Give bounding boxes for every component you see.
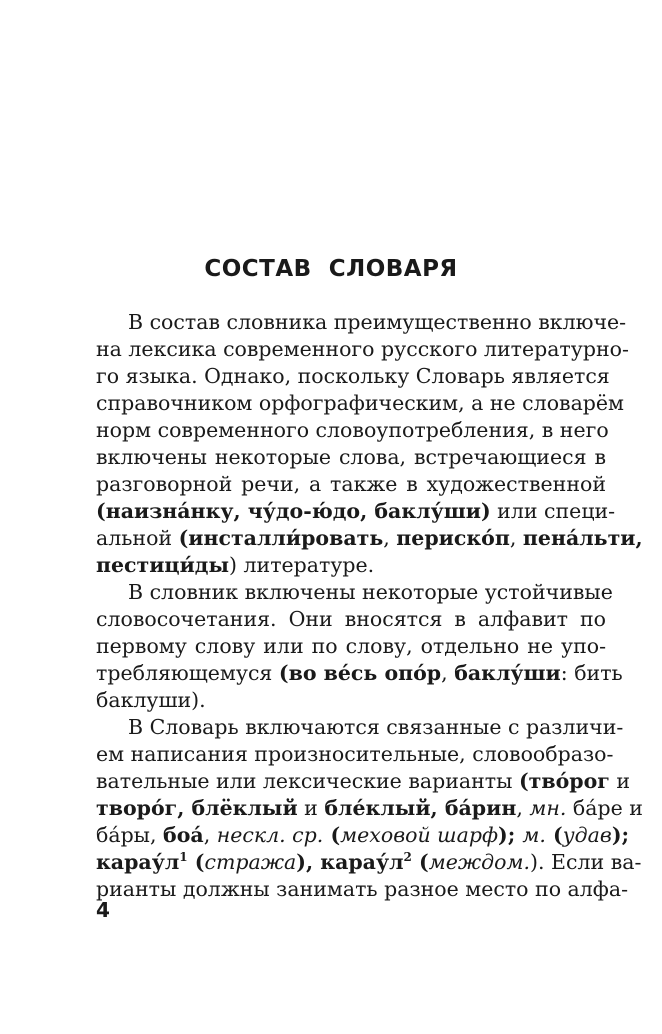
italic-gloss: стража: [204, 850, 297, 874]
text-run: );: [611, 823, 630, 847]
paragraph-3-line-5: [96, 822, 630, 848]
text-run: );: [498, 823, 523, 847]
bold-example: баклу́ши: [454, 661, 561, 685]
paragraph-2-line-5: баклуши).: [96, 688, 206, 712]
text-run: ба́ре и: [566, 796, 643, 820]
text-run: ,: [509, 526, 523, 550]
paragraph-3-line-6: [96, 849, 642, 875]
text-run: ,: [441, 661, 455, 685]
text-run: ) литературе.: [229, 553, 375, 577]
paragraph-3-line-3: [96, 768, 631, 794]
paragraph-1-line-3: го языка. Однако, поскольку Словарь является: [96, 364, 610, 388]
text-run: ),: [296, 850, 321, 874]
paragraph-2-line-3: первому слову или по слову, отдельно не упо-: [96, 634, 606, 658]
text-run: ,: [635, 526, 643, 550]
italic-abbrev: мн.: [529, 796, 567, 820]
text-run: (: [187, 850, 205, 874]
paragraph-1-line-10: [96, 552, 606, 578]
paragraph-1-line-7: разговорной речи, а также в художественной: [96, 472, 606, 496]
text-run: требляющемуся: [96, 661, 279, 685]
italic-abbrev: нескл. ср.: [216, 823, 324, 847]
italic-abbrev: междом.: [428, 850, 531, 874]
italic-abbrev: м.: [522, 823, 546, 847]
section-heading: СОСТАВ СЛОВАРЯ: [204, 256, 458, 282]
bold-examples-1: (наизна́нку, чу́до-ю́до, баклу́ши): [96, 499, 491, 523]
bold-example: карау́л: [320, 850, 404, 874]
text-run: ,: [516, 796, 530, 820]
text-run: (: [411, 850, 429, 874]
paragraph-1-line-6: включены некоторые слова, встречающиеся в: [96, 445, 606, 469]
paragraph-1-line-5: норм современного словоупотребления, в него: [96, 418, 609, 442]
bold-example: (во ве́сь опо́р: [278, 661, 442, 685]
paragraph-1-line-9: [96, 525, 643, 551]
bold-example: (инсталли́ровать: [178, 526, 384, 550]
bold-example: боа́: [163, 823, 204, 847]
bold-example: карау́л: [96, 850, 180, 874]
text-run: или специ-: [490, 499, 616, 523]
paragraph-1-line-2: на лексика современного русского литературно-: [96, 337, 629, 361]
text-run: и: [609, 769, 631, 793]
page-number: 4: [96, 898, 110, 922]
text-run: (: [545, 823, 563, 847]
paragraph-1-line-8: [96, 498, 616, 524]
paragraph-1-line-1: В состав словника преимущественно включе-: [128, 310, 627, 334]
paragraph-3-line-4: [96, 795, 643, 821]
text-run: ). Если ва-: [530, 850, 642, 874]
text-run: вательные или лексические варианты: [96, 769, 519, 793]
text-run: (: [323, 823, 341, 847]
bold-example: пестици́ды: [96, 553, 229, 577]
text-run: и: [297, 796, 325, 820]
paragraph-2-line-4: [96, 660, 623, 686]
paragraph-2-line-1: В словник включены некоторые устойчивые: [128, 580, 613, 604]
text-run: ба́ры,: [96, 823, 164, 847]
paragraph-3-line-1: В Словарь включаются связанные с различи-: [128, 715, 624, 739]
homonym-index: 1: [179, 850, 188, 864]
bold-example: бле́клый: [324, 796, 431, 820]
text-run: ,: [383, 526, 397, 550]
paragraph-1-line-4: справочником орфографическим, а не словарём: [96, 391, 624, 415]
text-run: ,: [430, 796, 445, 820]
paragraph-3-line-7: рианты должны занимать разное место по алфа-: [96, 877, 628, 901]
bold-example: ба́рин: [444, 796, 517, 820]
text-run: : бить: [560, 661, 623, 685]
italic-gloss: меховой шарф: [340, 823, 498, 847]
homonym-index: 2: [403, 850, 412, 864]
paragraph-2-line-2: словосочетания. Они вносятся в алфавит по: [96, 607, 606, 631]
italic-gloss: удав: [562, 823, 612, 847]
text-run: ,: [203, 823, 217, 847]
bold-example: (тво́рог: [518, 769, 610, 793]
bold-example: пена́льти: [522, 526, 636, 550]
bold-example: творо́г, блёклый: [96, 796, 298, 820]
text-run: альной: [96, 526, 179, 550]
paragraph-3-line-2: ем написания произносительные, словообразо-: [96, 742, 614, 766]
bold-example: периско́п: [396, 526, 510, 550]
